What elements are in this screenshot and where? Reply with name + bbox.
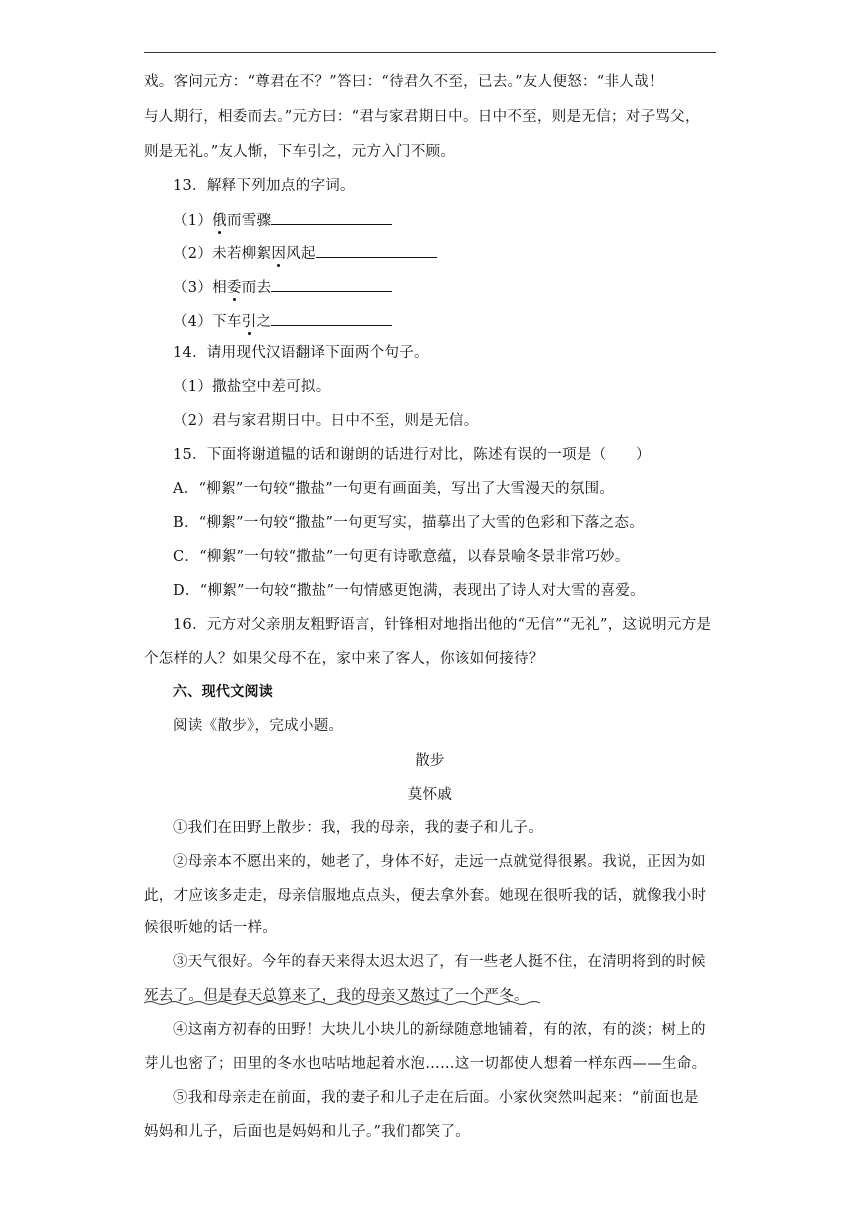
question-13-stem: 13．解释下列加点的字词。 (173, 178, 355, 194)
essay-paragraph-4-cont: 芽儿也密了；田里的冬水也咕咕地起着水泡……这一切都使人想着一样东西——生命。 (144, 1056, 707, 1072)
essay-paragraph-3: ③天气很好。今年的春天来得太迟太迟了，有一些老人挺不住，在清明将到的时候 (173, 954, 706, 970)
q13-item-3: （3）相委而去 (173, 275, 392, 298)
q15-option-b[interactable]: B．“柳絮”一句较“撒盐”一句更写实，描摹出了大雪的色彩和下落之态。 (173, 515, 645, 531)
q14-item-1: （1）撒盐空中差可拟。 (173, 379, 331, 395)
passage-line: 与人期行，相委而去。”元方曰：“君与家君期日中。日中不至，则是无信；对子骂父， (144, 109, 700, 125)
q13-item-2: （2）未若柳絮因风起 (173, 241, 437, 264)
wavy-underline (144, 1000, 540, 1006)
emphasis-dot-char: 引 (241, 314, 257, 330)
answer-blank[interactable] (271, 309, 392, 326)
answer-blank[interactable] (316, 241, 437, 258)
emphasis-dot-char: 俄 (212, 213, 227, 229)
q15-option-d[interactable]: D．“柳絮”一句较“撒盐”一句情感更饱满，表现出了诗人对大雪的喜爱。 (173, 583, 645, 599)
essay-paragraph-2-cont: 候很听她的话一样。 (144, 920, 278, 936)
q15-option-a[interactable]: A．“柳絮”一句较“撒盐”一句更有画面美，写出了大雪漫天的氛围。 (173, 481, 615, 497)
essay-paragraph-2-cont: 此，才应该多走走，母亲信服地点点头，便去拿外套。她现在很听我的话，就像我小时 (144, 888, 707, 904)
q15-option-c[interactable]: C．“柳絮”一句较“撒盐”一句更有诗歌意蕴，以春景喻冬景非常巧妙。 (173, 549, 630, 565)
q13-item-4: （4）下车引之 (173, 309, 392, 332)
essay-paragraph-1: ①我们在田野上散步：我，我的母亲，我的妻子和儿子。 (173, 820, 543, 836)
passage-line: 戏。客问元方：“尊君在不？”答曰：“待君久不至，已去。”友人便怒：“非人哉！ (144, 74, 664, 90)
answer-blank[interactable] (271, 208, 392, 225)
essay-paragraph-5-cont: 妈妈和儿子，后面也是妈妈和儿子。”我们都笑了。 (144, 1124, 471, 1140)
emphasis-dot-char: 委 (226, 280, 242, 296)
question-16-line-2: 个怎样的人？如果父母不在，家中来了客人，你该如何接待？ (144, 651, 544, 667)
passage-line: 则是无礼。”友人惭，下车引之，元方入门不顾。 (144, 144, 456, 160)
essay-paragraph-3-cont: 死去了。但是春天总算来了，我的母亲又熬过了一个严冬。 (144, 988, 529, 1004)
essay-paragraph-2: ②母亲本不愿出来的，她老了，身体不好，走远一点就觉得很累。我说，正因为如 (173, 854, 706, 870)
q13-item-1: （1）俄而雪骤 (173, 208, 392, 231)
section-instruction: 阅读《散步》，完成小题。 (173, 718, 344, 734)
emphasis-dot-char: 因 (271, 246, 287, 262)
question-16-line-1: 16．元方对父亲朋友粗野语言，针锋相对地指出他的“无信”“无礼”，这说明元方是 (173, 617, 712, 633)
answer-blank[interactable] (271, 275, 392, 292)
question-15-stem: 15．下面将谢道韫的话和谢朗的话进行对比，陈述有误的一项是（ ） (173, 447, 651, 463)
essay-author: 莫怀戚 (407, 787, 453, 803)
q14-item-2: （2）君与家君期日中。日中不至，则是无信。 (173, 413, 479, 429)
essay-paragraph-5: ⑤我和母亲走在前面，我的妻子和儿子走在后面。小家伙突然叫起来：“前面也是 (173, 1090, 699, 1106)
essay-paragraph-4: ④这南方初春的田野！大块儿小块儿的新绿随意地铺着，有的浓，有的淡；树上的 (173, 1022, 706, 1038)
question-14-stem: 14．请用现代汉语翻译下面两个句子。 (173, 345, 429, 361)
section-heading: 六、现代文阅读 (173, 684, 274, 700)
essay-title: 散步 (415, 753, 445, 769)
header-rule (144, 52, 716, 53)
